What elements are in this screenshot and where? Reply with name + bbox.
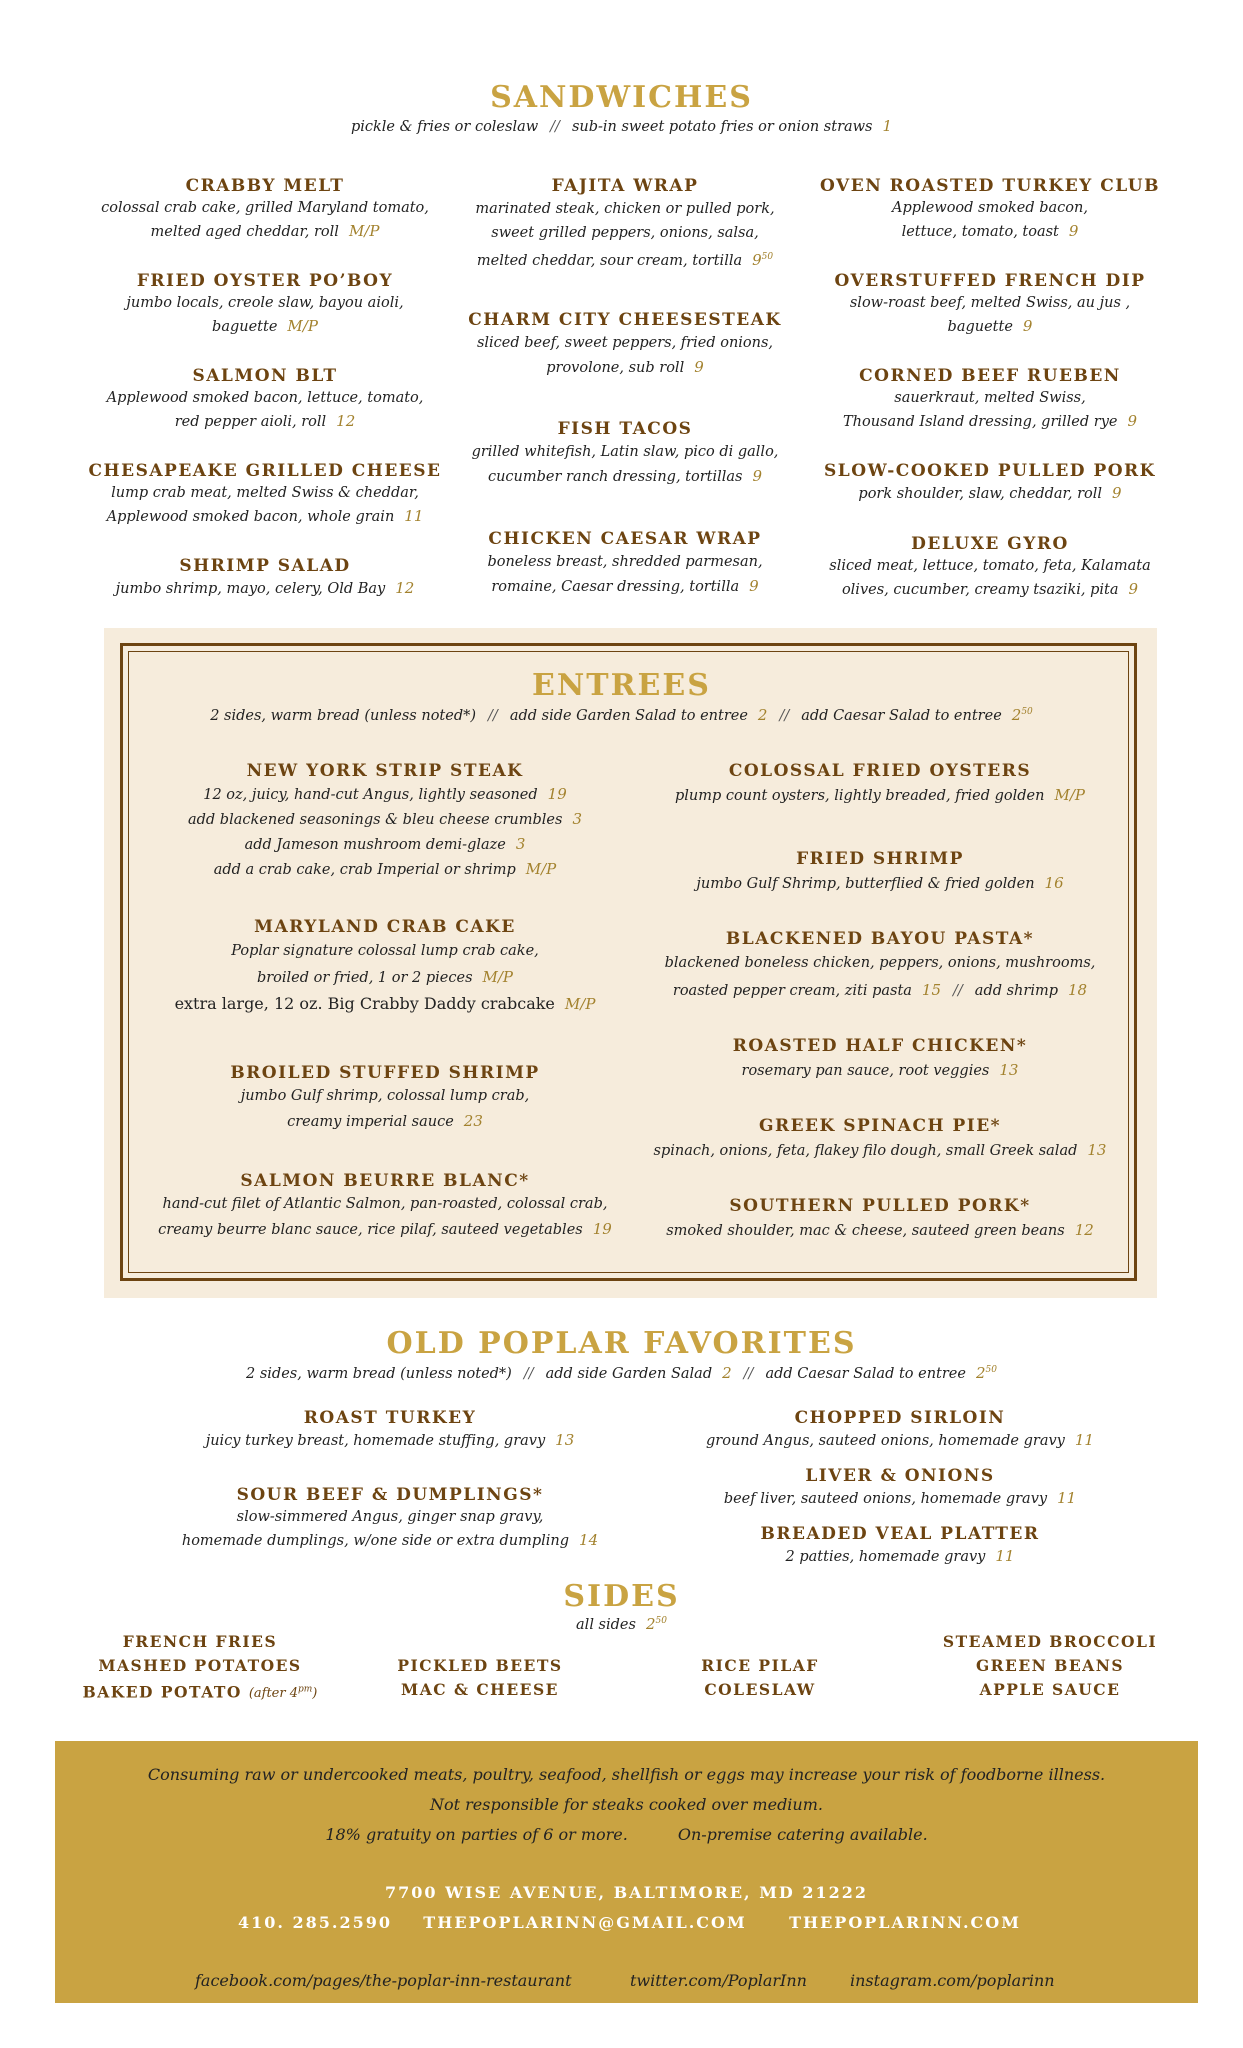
steak-notice: Not responsible for steaks cooked over medium.	[430, 1795, 823, 1814]
price: 1	[882, 117, 893, 135]
price: 2	[722, 1364, 732, 1382]
price: 16	[1044, 874, 1064, 892]
item-desc: add Jameson mushroom demi-glaze 3	[244, 835, 526, 853]
menu-item	[150, 1062, 620, 1135]
price: $2^{50}$	[645, 1615, 667, 1633]
favorites-title: OLD POPLAR FAVORITES	[386, 1326, 857, 1361]
item-desc: 12 oz, juicy, hand-cut Angus, lightly seasoned 19	[203, 785, 567, 803]
menu-item	[440, 309, 810, 380]
item-desc: sliced meat, lettuce, tomato, feta, Kalamata	[829, 558, 1151, 574]
phone[interactable]: 410. 285.2590	[237, 1913, 393, 1932]
item-name: OVEN ROASTED TURKEY CLUB	[820, 176, 1160, 196]
price: 9	[1068, 222, 1079, 240]
address: 7700 WISE AVENUE, BALTIMORE, MD 21222	[384, 1883, 869, 1902]
sandwiches-column-1	[80, 175, 450, 615]
item-name: COLOSSAL FRIED OYSTERS	[728, 761, 1032, 781]
item-name: SLOW-COOKED PULLED PORK	[824, 461, 1156, 481]
menu-item	[440, 528, 810, 599]
price: 13	[1087, 1141, 1107, 1159]
price: 9	[752, 467, 763, 485]
item-name: NEW YORK STRIP STEAK	[246, 761, 524, 781]
item-desc: spinach, onions, feta, flakey filo dough, small Greek salad 13	[653, 1141, 1107, 1159]
instagram-link[interactable]: instagram.com/poplarinn	[850, 1971, 1055, 1990]
item-desc: ground Angus, sauteed onions, homemade gravy 11	[706, 1431, 1094, 1449]
item-desc: beef liver, sauteed onions, homemade gravy 11	[723, 1489, 1077, 1507]
item-desc: sauerkraut, melted Swiss,	[894, 390, 1086, 406]
item-name: CHESAPEAKE GRILLED CHEESE	[88, 461, 442, 481]
menu-item	[150, 760, 620, 882]
item-desc: jumbo Gulf Shrimp, butterflied & fried golden 16	[696, 874, 1064, 892]
side-item: BAKED POTATO (after $4^{pm}$)	[82, 1682, 318, 1702]
item-desc: melted aged cheddar, roll M/P	[150, 222, 380, 240]
sides-column-1	[60, 1630, 340, 1706]
item-name: GREEK SPINACH PIE*	[758, 1116, 1002, 1136]
side-item: MAC & CHEESE	[401, 1680, 559, 1699]
item-desc: slow-roast beef, melted Swiss, au jus ,	[849, 295, 1131, 311]
menu-item	[80, 460, 450, 529]
item-desc: add a crab cake, crab Imperial or shrimp M/P	[213, 860, 557, 878]
item-name: ROAST TURKEY	[303, 1408, 477, 1428]
price: 19	[547, 785, 567, 803]
menu-item	[800, 365, 1180, 434]
price: M/P	[525, 860, 557, 878]
item-desc: homemade dumplings, w/one side or extra dumpling 14	[181, 1531, 599, 1549]
item-desc: lettuce, tomato, toast 9	[901, 222, 1079, 240]
menu-item	[800, 175, 1180, 244]
item-desc: jumbo Gulf shrimp, colossal lump crab,	[240, 1088, 530, 1104]
entrees-column-left	[150, 760, 620, 1260]
price: 23	[463, 1112, 483, 1130]
item-desc: rosemary pan sauce, root veggies 13	[741, 1061, 1019, 1079]
price: M/P	[482, 968, 514, 986]
item-desc: creamy beurre blanc sauce, rice pilaf, sauteed vegetables 19	[158, 1220, 612, 1238]
sides-column-3	[640, 1654, 880, 1702]
price: 15	[921, 981, 942, 999]
menu-item	[630, 760, 1130, 809]
item-desc: Poplar signature colossal lump crab cake,	[231, 943, 539, 959]
item-name: SOUTHERN PULLED PORK*	[729, 1196, 1031, 1216]
gratuity-catering: 18% gratuity on parties of 6 or more. On-premise catering available.	[325, 1825, 928, 1844]
item-desc: jumbo locals, creole slaw, bayou aioli,	[126, 295, 404, 311]
twitter-link[interactable]: twitter.com/PoplarInn	[630, 1971, 807, 1990]
price: 2	[757, 706, 768, 724]
item-desc: slow-simmered Angus, ginger snap gravy,	[236, 1509, 544, 1525]
entrees-column-right	[630, 760, 1130, 1260]
health-warning: Consuming raw or undercooked meats, poultry, seafood, shellfish or eggs may increase your risk of foodborne illness.	[147, 1765, 1106, 1784]
item-name: ROASTED HALF CHICKEN*	[732, 1036, 1028, 1056]
favorites-column-left	[150, 1407, 630, 1567]
item-name: FRIED OYSTER PO’BOY	[136, 271, 394, 291]
item-name: BLACKENED BAYOU PASTA*	[725, 929, 1035, 949]
menu-item	[630, 1035, 1130, 1084]
side-item: FRENCH FRIES	[122, 1632, 278, 1651]
item-name: BROILED STUFFED SHRIMP	[230, 1063, 540, 1083]
price: 9	[1112, 484, 1122, 502]
item-name: SALMON BEURRE BLANC*	[240, 1171, 530, 1191]
sides-column-2	[360, 1654, 600, 1702]
price: M/P	[348, 222, 380, 240]
item-desc: colossal crab cake, grilled Maryland tomato,	[101, 200, 429, 216]
price: 12	[336, 412, 356, 430]
item-desc: cucumber ranch dressing, tortillas 9	[487, 467, 763, 485]
item-desc: add blackened seasonings & bleu cheese crumbles 3	[187, 810, 582, 828]
price: 11	[1057, 1489, 1077, 1507]
side-item: COLESLAW	[704, 1680, 816, 1699]
menu-item	[150, 1484, 630, 1553]
item-name: CHARM CITY CHEESESTEAK	[468, 310, 782, 330]
menu-item	[80, 175, 450, 244]
price: M/P	[287, 317, 318, 335]
facebook-link[interactable]: facebook.com/pages/the-poplar-inn-restaurant	[195, 1971, 572, 1990]
sandwiches-subtitle-a: pickle & fries or coleslaw	[350, 119, 539, 135]
item-desc: lump crab meat, melted Swiss & cheddar,	[111, 485, 419, 501]
sandwiches-subtitle-b: sub-in sweet potato fries or onion straws	[571, 119, 873, 135]
item-name: LIVER & ONIONS	[805, 1466, 995, 1486]
item-desc: creamy imperial sauce 23	[287, 1112, 483, 1130]
menu-item	[630, 1195, 1130, 1244]
item-desc: romaine, Caesar dressing, tortilla 9	[491, 577, 759, 595]
item-desc: roasted pepper cream, ziti pasta 15 // add shrimp 18	[672, 981, 1088, 999]
separator: //	[550, 119, 560, 135]
sandwiches-column-3	[800, 175, 1180, 615]
menu-item	[440, 418, 810, 489]
item-desc: smoked shoulder, mac & cheese, sauteed green beans 12	[666, 1221, 1094, 1239]
sandwiches-subtitle	[0, 117, 1243, 135]
price: 12	[395, 579, 415, 597]
item-name: CORNED BEEF RUEBEN	[859, 366, 1121, 386]
item-desc: olives, cucumber, creamy tsaziki, pita 9	[841, 580, 1139, 598]
item-name: FAJITA WRAP	[551, 176, 699, 196]
item-desc: sliced beef, sweet peppers, fried onions,	[476, 335, 774, 351]
item-name: SOUR BEEF & DUMPLINGS*	[236, 1485, 544, 1505]
menu-item	[80, 270, 450, 339]
item-desc: baguette M/P	[212, 317, 318, 335]
price: $2^{50}$	[1011, 706, 1033, 724]
price: 11	[404, 507, 424, 525]
menu-item	[440, 175, 810, 273]
menu-item	[630, 928, 1130, 1005]
item-desc: broiled or fried, 1 or 2 pieces M/P	[256, 968, 514, 986]
price: 9	[694, 358, 704, 376]
favorites-column-right	[660, 1407, 1140, 1567]
item-desc: Applewood smoked bacon,	[892, 200, 1088, 216]
item-desc: sweet grilled peppers, onions, salsa,	[491, 225, 759, 241]
item-desc: Applewood smoked bacon, whole grain 11	[106, 507, 424, 525]
menu-item	[80, 365, 450, 434]
price: M/P	[1054, 786, 1085, 804]
price: $9^{50}$	[752, 251, 774, 269]
price: 9	[1128, 580, 1139, 598]
item-name: BREADED VEAL PLATTER	[760, 1524, 1040, 1544]
item-desc: jumbo shrimp, mayo, celery, Old Bay 12	[115, 579, 415, 597]
item-desc: Applewood smoked bacon, lettuce, tomato,	[106, 390, 424, 406]
price: 9	[749, 577, 759, 595]
price: 13	[555, 1431, 575, 1449]
price: 11	[995, 1547, 1015, 1565]
website-link[interactable]: THEPOPLARINN.COM	[789, 1913, 1021, 1932]
item-desc: provolone, sub roll 9	[546, 358, 704, 376]
item-desc: 2 patties, homemade gravy 11	[785, 1547, 1015, 1565]
footer	[55, 1741, 1198, 2003]
item-desc: Thousand Island dressing, grilled rye 9	[842, 412, 1138, 430]
price: $2^{50}$	[975, 1364, 997, 1382]
price: 9	[1022, 317, 1033, 335]
menu-item	[150, 916, 620, 1017]
menu-item	[800, 270, 1180, 339]
item-desc: plump count oysters, lightly breaded, fried golden M/P	[675, 786, 1085, 804]
menu-item	[800, 533, 1180, 602]
item-desc: grilled whitefish, Latin slaw, pico di gallo,	[471, 444, 779, 460]
item-name: FISH TACOS	[557, 419, 693, 439]
price: 18	[1068, 981, 1088, 999]
side-item: RICE PILAF	[701, 1656, 819, 1675]
item-desc: pork shoulder, slaw, cheddar, roll 9	[858, 484, 1122, 502]
side-item: MASHED POTATOES	[98, 1656, 302, 1675]
menu-item	[630, 1115, 1130, 1164]
price: 3	[572, 810, 582, 828]
entrees-title: ENTREES	[532, 668, 711, 703]
sandwiches-column-2	[440, 175, 810, 615]
entrees-subtitle: 2 sides, warm bread (unless noted*) // add side Garden Salad to entree 2 // add Caesar Salad to entree $2^{50}$	[210, 706, 1033, 724]
side-item: STEAMED BROCCOLI	[942, 1632, 1158, 1651]
side-item: APPLE SAUCE	[979, 1680, 1121, 1699]
side-item: PICKLED BEETS	[397, 1656, 563, 1675]
item-desc: baguette 9	[947, 317, 1033, 335]
sides-column-4	[920, 1630, 1180, 1702]
item-name: SHRIMP SALAD	[179, 556, 351, 576]
item-desc: blackened boneless chicken, peppers, onions, mushrooms,	[664, 955, 1096, 971]
menu-item	[660, 1407, 1140, 1453]
item-name: CRABBY MELT	[185, 176, 345, 196]
item-desc: red pepper aioli, roll 12	[174, 412, 356, 430]
sandwiches-title: SANDWICHES	[490, 80, 753, 115]
price: 9	[1127, 412, 1138, 430]
item-name: FRIED SHRIMP	[796, 849, 964, 869]
item-name: DELUXE GYRO	[911, 534, 1069, 554]
item-name: SALMON BLT	[192, 366, 338, 386]
item-desc: extra large, 12 oz. Big Crabby Daddy crabcake M/P	[174, 994, 596, 1013]
sides-subtitle: all sides $2^{50}$	[576, 1615, 667, 1633]
menu-item	[630, 848, 1130, 897]
side-item: GREEN BEANS	[975, 1656, 1125, 1675]
menu-item	[150, 1170, 620, 1243]
item-desc: marinated steak, chicken or pulled pork,	[475, 201, 775, 217]
menu-item	[660, 1523, 1140, 1569]
email-link[interactable]: THEPOPLARINN@GMAIL.COM	[423, 1913, 747, 1932]
menu-item	[800, 460, 1180, 506]
item-desc: melted cheddar, sour cream, tortilla $9^{50}$	[476, 251, 774, 269]
menu-item	[660, 1465, 1140, 1511]
price: 3	[515, 835, 526, 853]
item-name: MARYLAND CRAB CAKE	[254, 917, 516, 937]
price: 12	[1074, 1221, 1094, 1239]
item-desc: juicy turkey breast, homemade stuffing, gravy 13	[205, 1431, 575, 1449]
item-name: CHOPPED SIRLOIN	[794, 1408, 1006, 1428]
sides-title: SIDES	[563, 1579, 680, 1614]
price: 19	[592, 1220, 612, 1238]
price: 11	[1074, 1431, 1094, 1449]
favorites-subtitle: 2 sides, warm bread (unless noted*) // add side Garden Salad 2 // add Caesar Salad to entree $2^{50}$	[246, 1364, 997, 1382]
menu-item	[80, 555, 450, 601]
price: 14	[579, 1531, 599, 1549]
price: M/P	[564, 995, 596, 1013]
item-desc: boneless breast, shredded parmesan,	[487, 554, 763, 570]
item-name: CHICKEN CAESAR WRAP	[488, 529, 762, 549]
item-name: OVERSTUFFED FRENCH DIP	[834, 271, 1146, 291]
item-desc: hand-cut filet of Atlantic Salmon, pan-roasted, colossal crab,	[162, 1196, 608, 1212]
price: 13	[999, 1061, 1019, 1079]
menu-item	[150, 1407, 630, 1453]
